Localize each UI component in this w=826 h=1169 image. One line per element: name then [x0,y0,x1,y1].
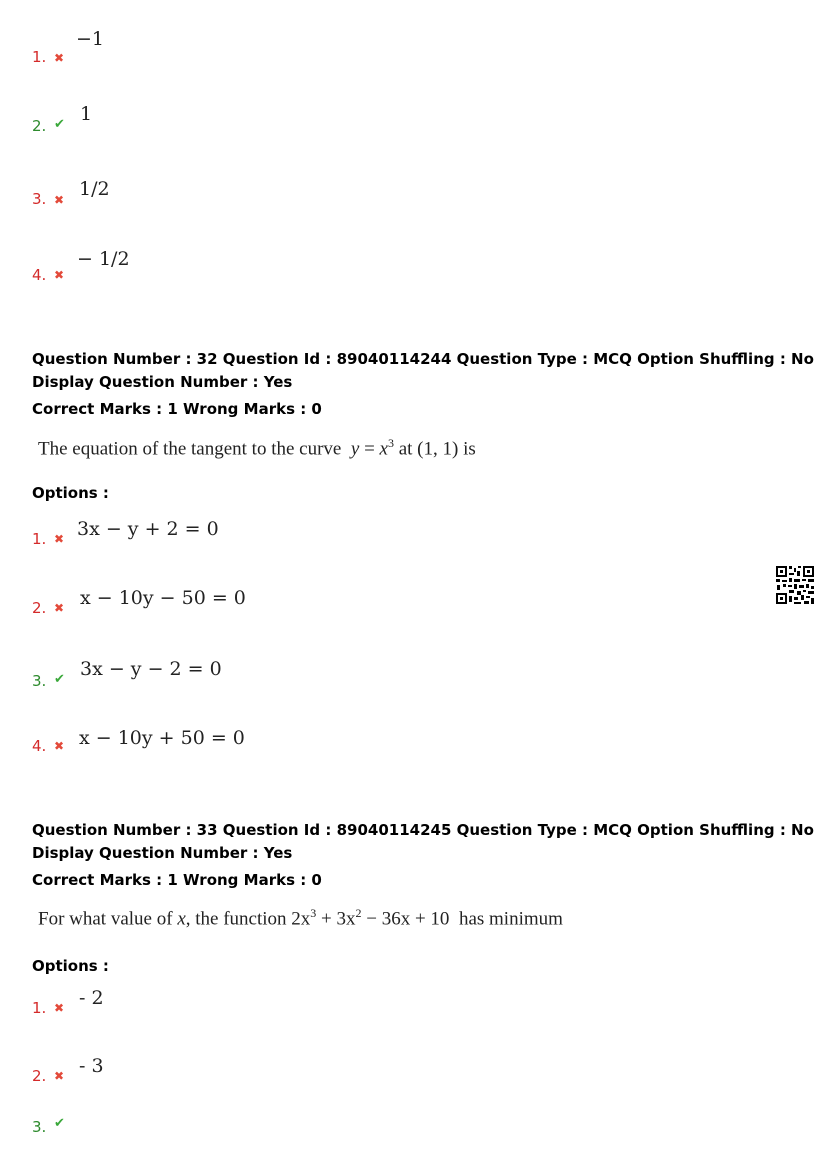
wrong-icon: ✖ [54,51,65,65]
question-text-part: The equation of the tangent to the curve [38,438,342,460]
option-number: 3. [32,672,47,690]
options-label: Options : [32,484,109,502]
question-text-part: at (1, 1) is [398,438,476,460]
math-exponent: 3 [387,436,394,450]
question-text [38,906,563,930]
option-number: 2. [32,599,47,617]
option-number: 3. [32,190,47,208]
wrong-icon: ✖ [54,739,65,753]
wrong-icon: ✖ [54,532,65,546]
question-meta-line: Question Number : 32 Question Id : 89040114244 Question Type : MCQ Option Shuffling : No [32,350,814,368]
check-icon: ✔ [54,672,65,687]
question-text-part: has minimum [458,908,563,930]
math-var: x [379,438,388,460]
math-exponent: 3 [310,906,317,920]
option-text: 1 [80,103,93,125]
option-text: −1 [76,28,105,50]
question-text-part: For what value of [38,908,173,930]
option-number: 2. [32,1067,47,1085]
wrong-icon: ✖ [54,268,65,282]
question-marks: Correct Marks : 1 Wrong Marks : 0 [32,871,322,889]
question-text-part: , the function 2x [185,908,311,930]
option-text: 3x − y − 2 = 0 [80,658,222,680]
wrong-icon: ✖ [54,1069,65,1083]
option-text: x − 10y − 50 = 0 [80,587,246,609]
option-text: 3x − y + 2 = 0 [77,518,219,540]
wrong-icon: ✖ [54,1001,65,1015]
math-var: y [350,438,360,460]
math-var: x [177,908,186,930]
option-number: 4. [32,266,47,284]
math-op: = [364,438,375,460]
question-meta-line: Display Question Number : Yes [32,373,293,391]
option-text: − 1/2 [77,248,130,270]
option-number: 3. [32,1118,47,1136]
question-text [38,436,476,460]
question-header [32,348,814,421]
question-meta-line: Display Question Number : Yes [32,844,293,862]
wrong-icon: ✖ [54,193,65,207]
option-number: 1. [32,999,47,1017]
check-icon: ✔ [54,1116,65,1131]
options-label: Options : [32,957,109,975]
wrong-icon: ✖ [54,601,65,615]
question-text-part: − 36x + 10 [361,908,450,930]
option-number: 2. [32,117,47,135]
option-number: 1. [32,48,47,66]
check-icon: ✔ [54,117,65,132]
option-number: 4. [32,737,47,755]
question-meta-line: Question Number : 33 Question Id : 89040114245 Question Type : MCQ Option Shuffling : No [32,821,814,839]
option-text: x − 10y + 50 = 0 [79,727,245,749]
option-text: - 3 [79,1055,104,1077]
option-text: 1/2 [79,178,110,200]
question-marks: Correct Marks : 1 Wrong Marks : 0 [32,400,322,418]
option-number: 1. [32,530,47,548]
question-text-part: + 3x [316,908,356,930]
question-header [32,819,814,892]
option-text: - 2 [79,987,104,1009]
math-exponent: 2 [355,906,362,920]
qr-code-icon [775,565,815,605]
